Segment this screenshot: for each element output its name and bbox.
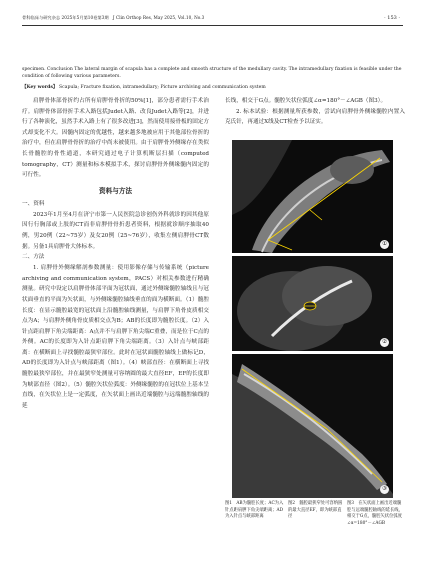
figure-1-ct-image — [232, 140, 393, 253]
figure-1-badge: ① — [380, 240, 389, 249]
figure-2-ct-image — [232, 256, 393, 351]
figure-3-ct-image — [232, 354, 393, 498]
keywords-text: Scapula; Fracture fixation, intramedullary; Picture archiving and communication system — [58, 85, 266, 90]
english-abstract: specimen. Conclusion The lateral margin of scapula has a complete and smooth structure of the medullary cavity. The intramedullary fixation is feasible under the condition of following various parameters. — [22, 67, 402, 80]
subsection-method: 二、方法 — [22, 254, 45, 261]
figure-3-drawing — [232, 354, 393, 498]
journal-header: 骨科临床与研究杂志 2025年5月第10卷第3期 J Clin Orthop Res, May 2025, Vol.10, No.3 — [22, 15, 205, 20]
figure-2-badge: ② — [380, 338, 389, 347]
figure-1-drawing — [232, 140, 393, 253]
section-title: 资料与方法 — [99, 186, 132, 195]
right-column — [225, 96, 405, 128]
header-rule — [22, 25, 403, 26]
page-number: · 153 · — [384, 15, 400, 21]
right-paragraph-2: 2. 标本试验：根据测量所获参数，尝试向肩胛骨外侧缘髓腔内置入克氏针，再通过X线及CT检查予以证实。 — [225, 108, 405, 126]
figure-2-caption: 图2 髓腔最狭窄处可容纳圆的最大直径EF，即为峡部直径 — [288, 501, 343, 520]
left-column — [22, 96, 209, 411]
right-paragraph-1: 长线，相交于G点。髓腔矢状位弧度∠α=180°－∠AGB（图3）。 — [225, 98, 387, 104]
method-paragraph: 1. 肩胛骨外侧缘解剖参数测量：使用影像存储与传输系统（picture archiving and communication system，PACS）对相关参数进行精确测量。研究中设定以肩胛骨体部平面为冠状面，通过外侧缘髓腔轴线且与冠状面垂直的平面为矢状面，与外侧缘髓腔轴线垂直的面为横断面。（1）髓腔长度：在显示髓腔最宽的冠状面上沿髓腔轴线测量，与肩胛下角骨皮质相交点为A；与肩胛外侧角骨皮质相交点为B；AB的长度即为髓腔长度。（2）入针点距肩胛下角尖端距离：A点并不与肩胛下角尖端C重叠，而是位于C点的外侧。AC的长度即为入针点距肩胛下角尖端距离。（3）入针点与峡部距离：在横断面上寻找髓腔最狭窄部位。此时在冠状面髓腔轴线上做标记D，AD的长度即为入针点与峡部距离（图1）。（4）峡部直径：在横断面上寻找髓腔最狭窄部位，并在最狭窄处测量可容纳圆的最大直径EF，EF的长度即为峡部直径（图2）。（5）髓腔矢状位弧度：外侧缘髓腔的在冠状位上基本呈直线，在矢状位上是一定弧度，在矢状面上画出近端髓腔与远端髓腔轴线的延 — [22, 265, 209, 409]
intro-paragraph: 肩胛骨体部骨折约占所有肩胛骨骨折的50%[1]，部分患者需行手术治疗。肩胛骨体部骨折手术入路包括Judet入路、改良Judet入路等[2]，并进行了各种演化，虽然手术入路上有了很多改进[3]，然而使用接骨板的固定方式却变化不大。因髓内固定的优越性，越来越多地被应用于其他部位骨折的治疗中，但在肩胛骨骨折的治疗中尚未被使用。由于肩胛骨外侧缘存在类似长骨髓腔的骨性通道，本研究通过电子计算机断层扫描（computed tomography，CT）测量和标本模拟手术，探讨肩胛骨外侧缘髓内固定的可行性。 — [22, 98, 209, 179]
data-paragraph: 2023年1月至4月在济宁市第一人民医院急诊创伤外科就诊的因其他原因行行胸部或上肢的CT而非肩胛骨骨折患者资料，根据就诊顺序抽取40例，男20例（22~75岁）及女20例（25~76岁），收集左侧肩胛骨CT数据。另备1具肩胛骨大体标本。 — [22, 211, 209, 250]
keywords — [22, 84, 402, 91]
figure-3-caption: 图3 在矢状面上画出近端髓腔与远端髓腔轴线的延长线，相交于G点，髓腔矢状位弧度∠α=180°－∠AGB — [347, 501, 403, 526]
figure-2-drawing — [232, 256, 393, 351]
keywords-label: 【Key words】 — [22, 85, 58, 90]
figure-3-badge: ③ — [380, 485, 389, 494]
subsection-data: 一、资料 — [22, 200, 45, 207]
figure-1-caption: 图1 AB为髓腔长度；AC为入针点距肩胛下角尖端距离；AD为入针点与峡部距离 — [225, 501, 284, 520]
